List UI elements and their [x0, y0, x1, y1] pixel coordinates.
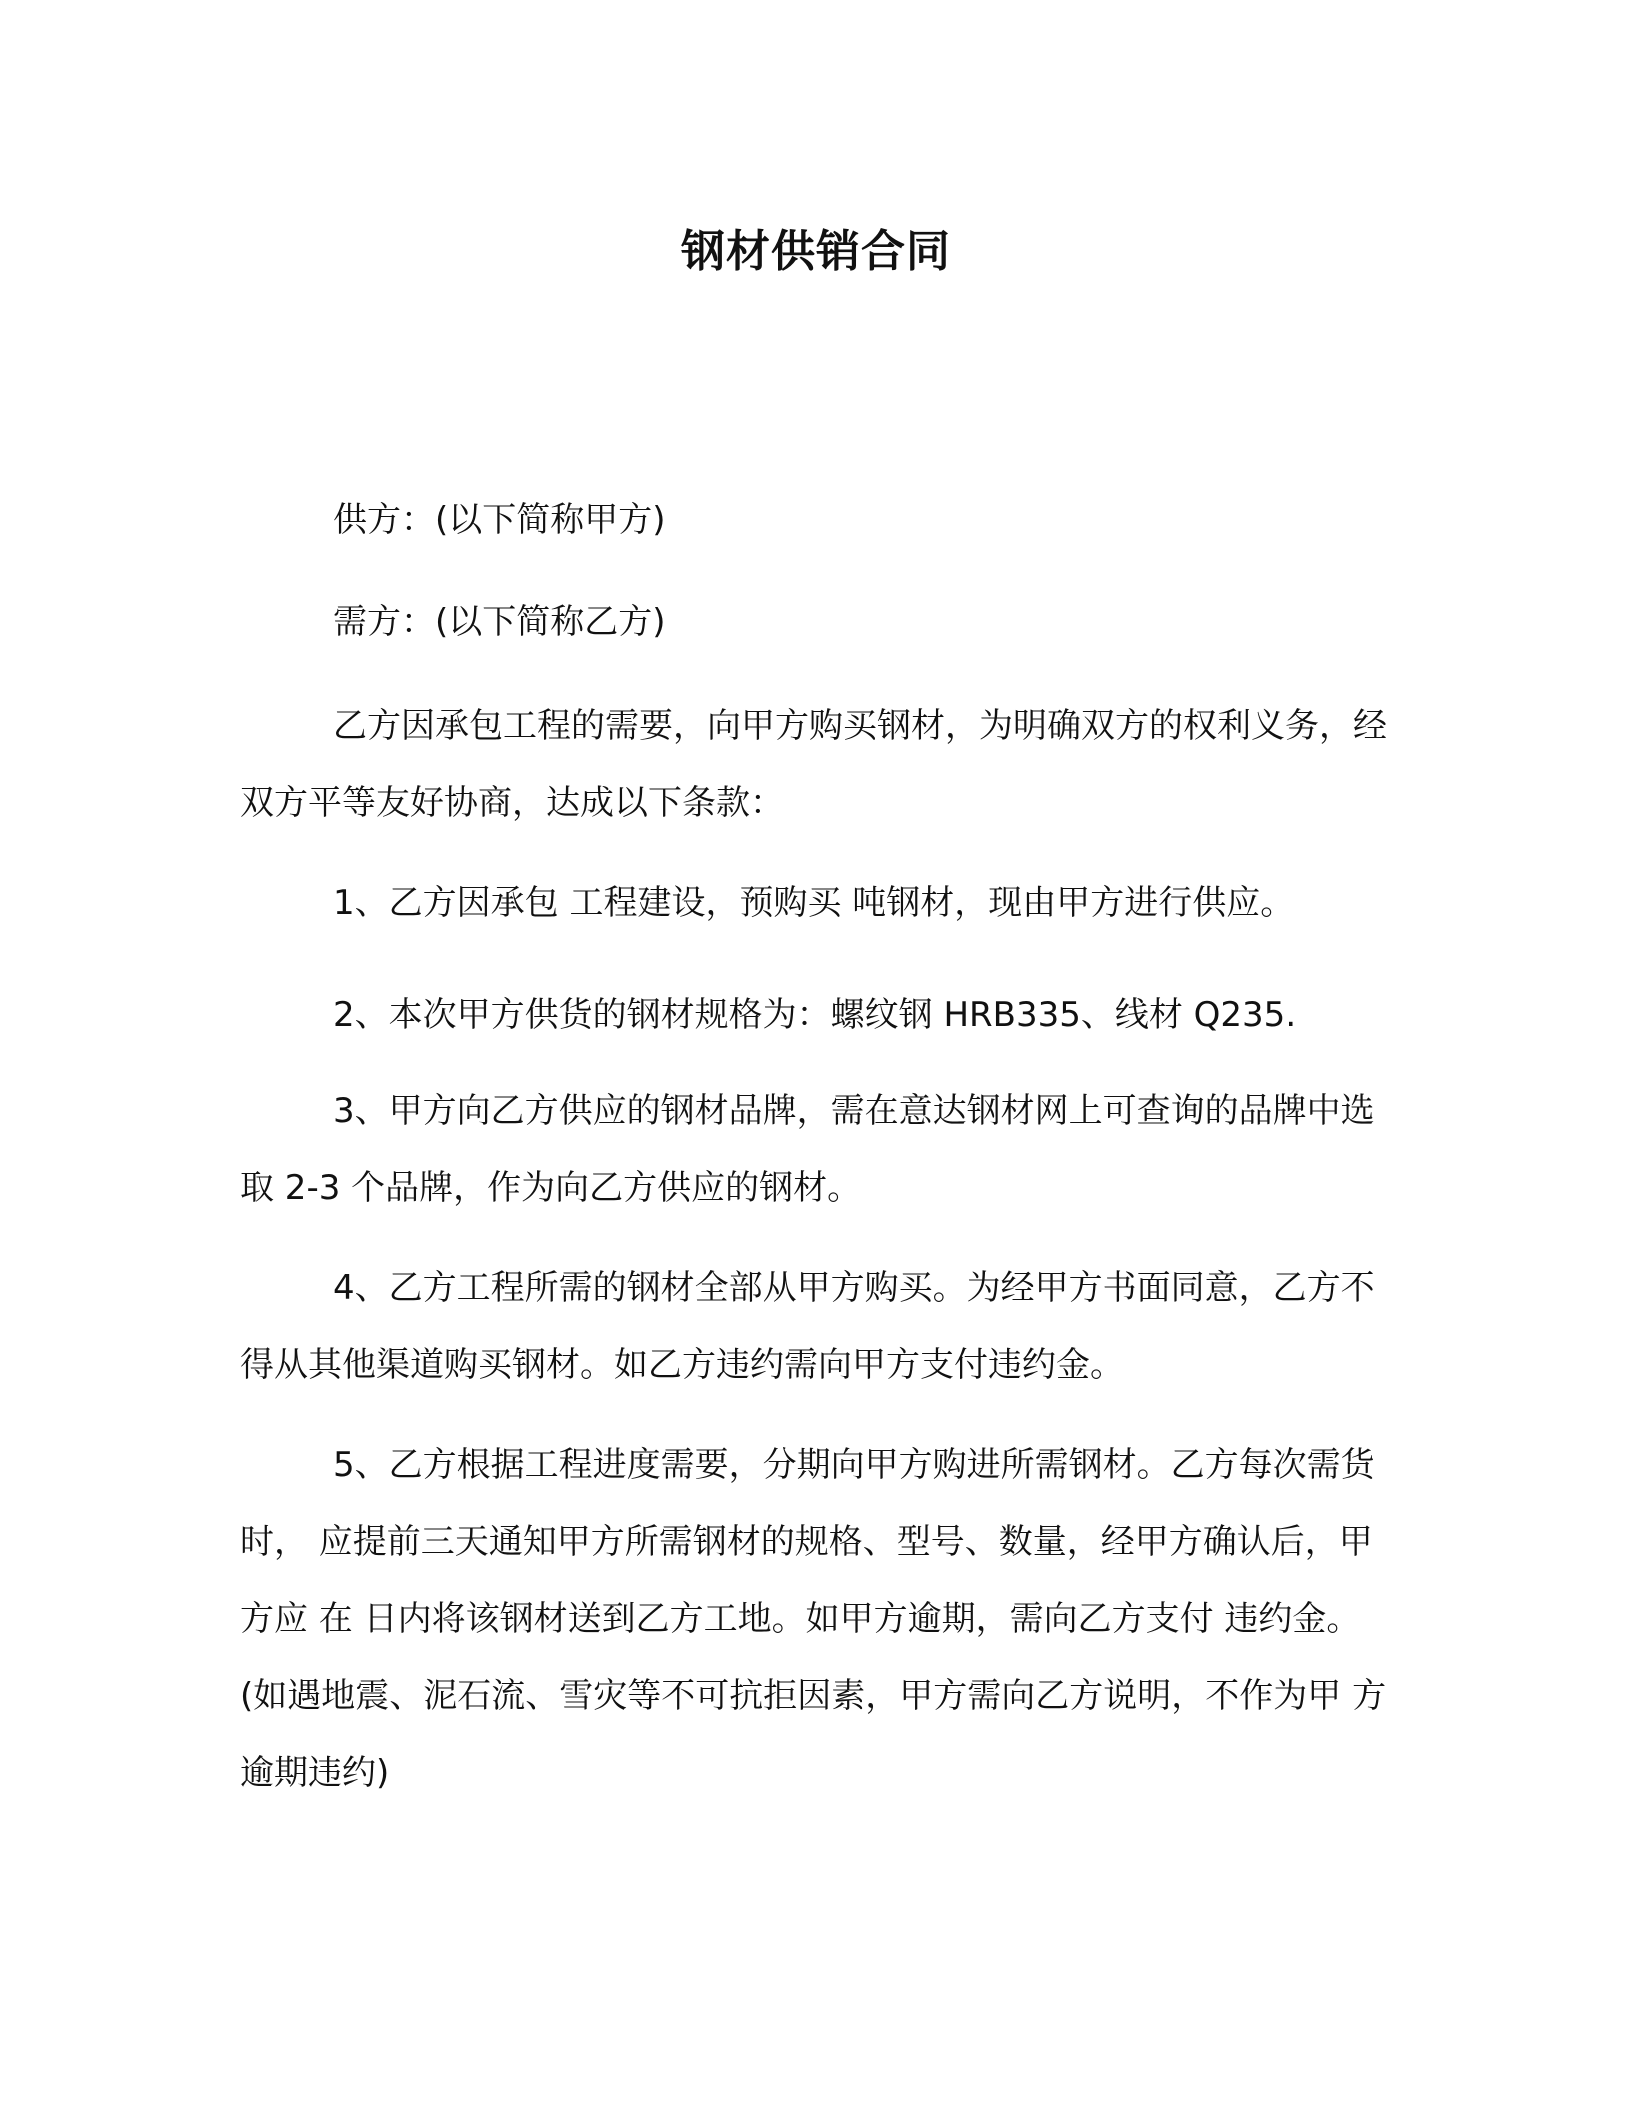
supplier-line: 供方：(以下简称甲方): [333, 500, 666, 540]
clause-3: 3、甲方向乙方供应的钢材品牌，需在意达钢材网上可查询的品牌中选取 2-3 个品牌，作为向乙方供应的钢材。: [240, 1091, 1375, 1208]
clause-1: 1、乙方因承包 工程建设，预购买 吨钢材，现由甲方进行供应。: [333, 883, 1295, 923]
buyer-line: 需方：(以下简称乙方): [333, 602, 666, 642]
intro-paragraph: 乙方因承包工程的需要，向甲方购买钢材，为明确双方的权利义务，经双方平等友好协商，达成以下条款：: [240, 706, 1387, 823]
clause-2: 2、本次甲方供货的钢材规格为：螺纹钢 HRB335、线材 Q235.: [333, 995, 1297, 1035]
document-title: 钢材供销合同: [681, 226, 951, 277]
clause-5: 5、乙方根据工程进度需要，分期向甲方购进所需钢材。乙方每次需货时， 应提前三天通知甲方所需钢材的规格、型号、数量，经甲方确认后，甲方应 在 日内将该钢材送到乙方工地。如甲方逾期，需向乙方支付 违约金。 (如遇地震、泥石流、雪灾等不可抗拒因素，甲方需向乙方说明，不作为甲 方逾期违约): [240, 1445, 1387, 1793]
clause-4: 4、乙方工程所需的钢材全部从甲方购买。为经甲方书面同意，乙方不得从其他渠道购买钢材。如乙方违约需向甲方支付违约金。: [240, 1268, 1375, 1385]
